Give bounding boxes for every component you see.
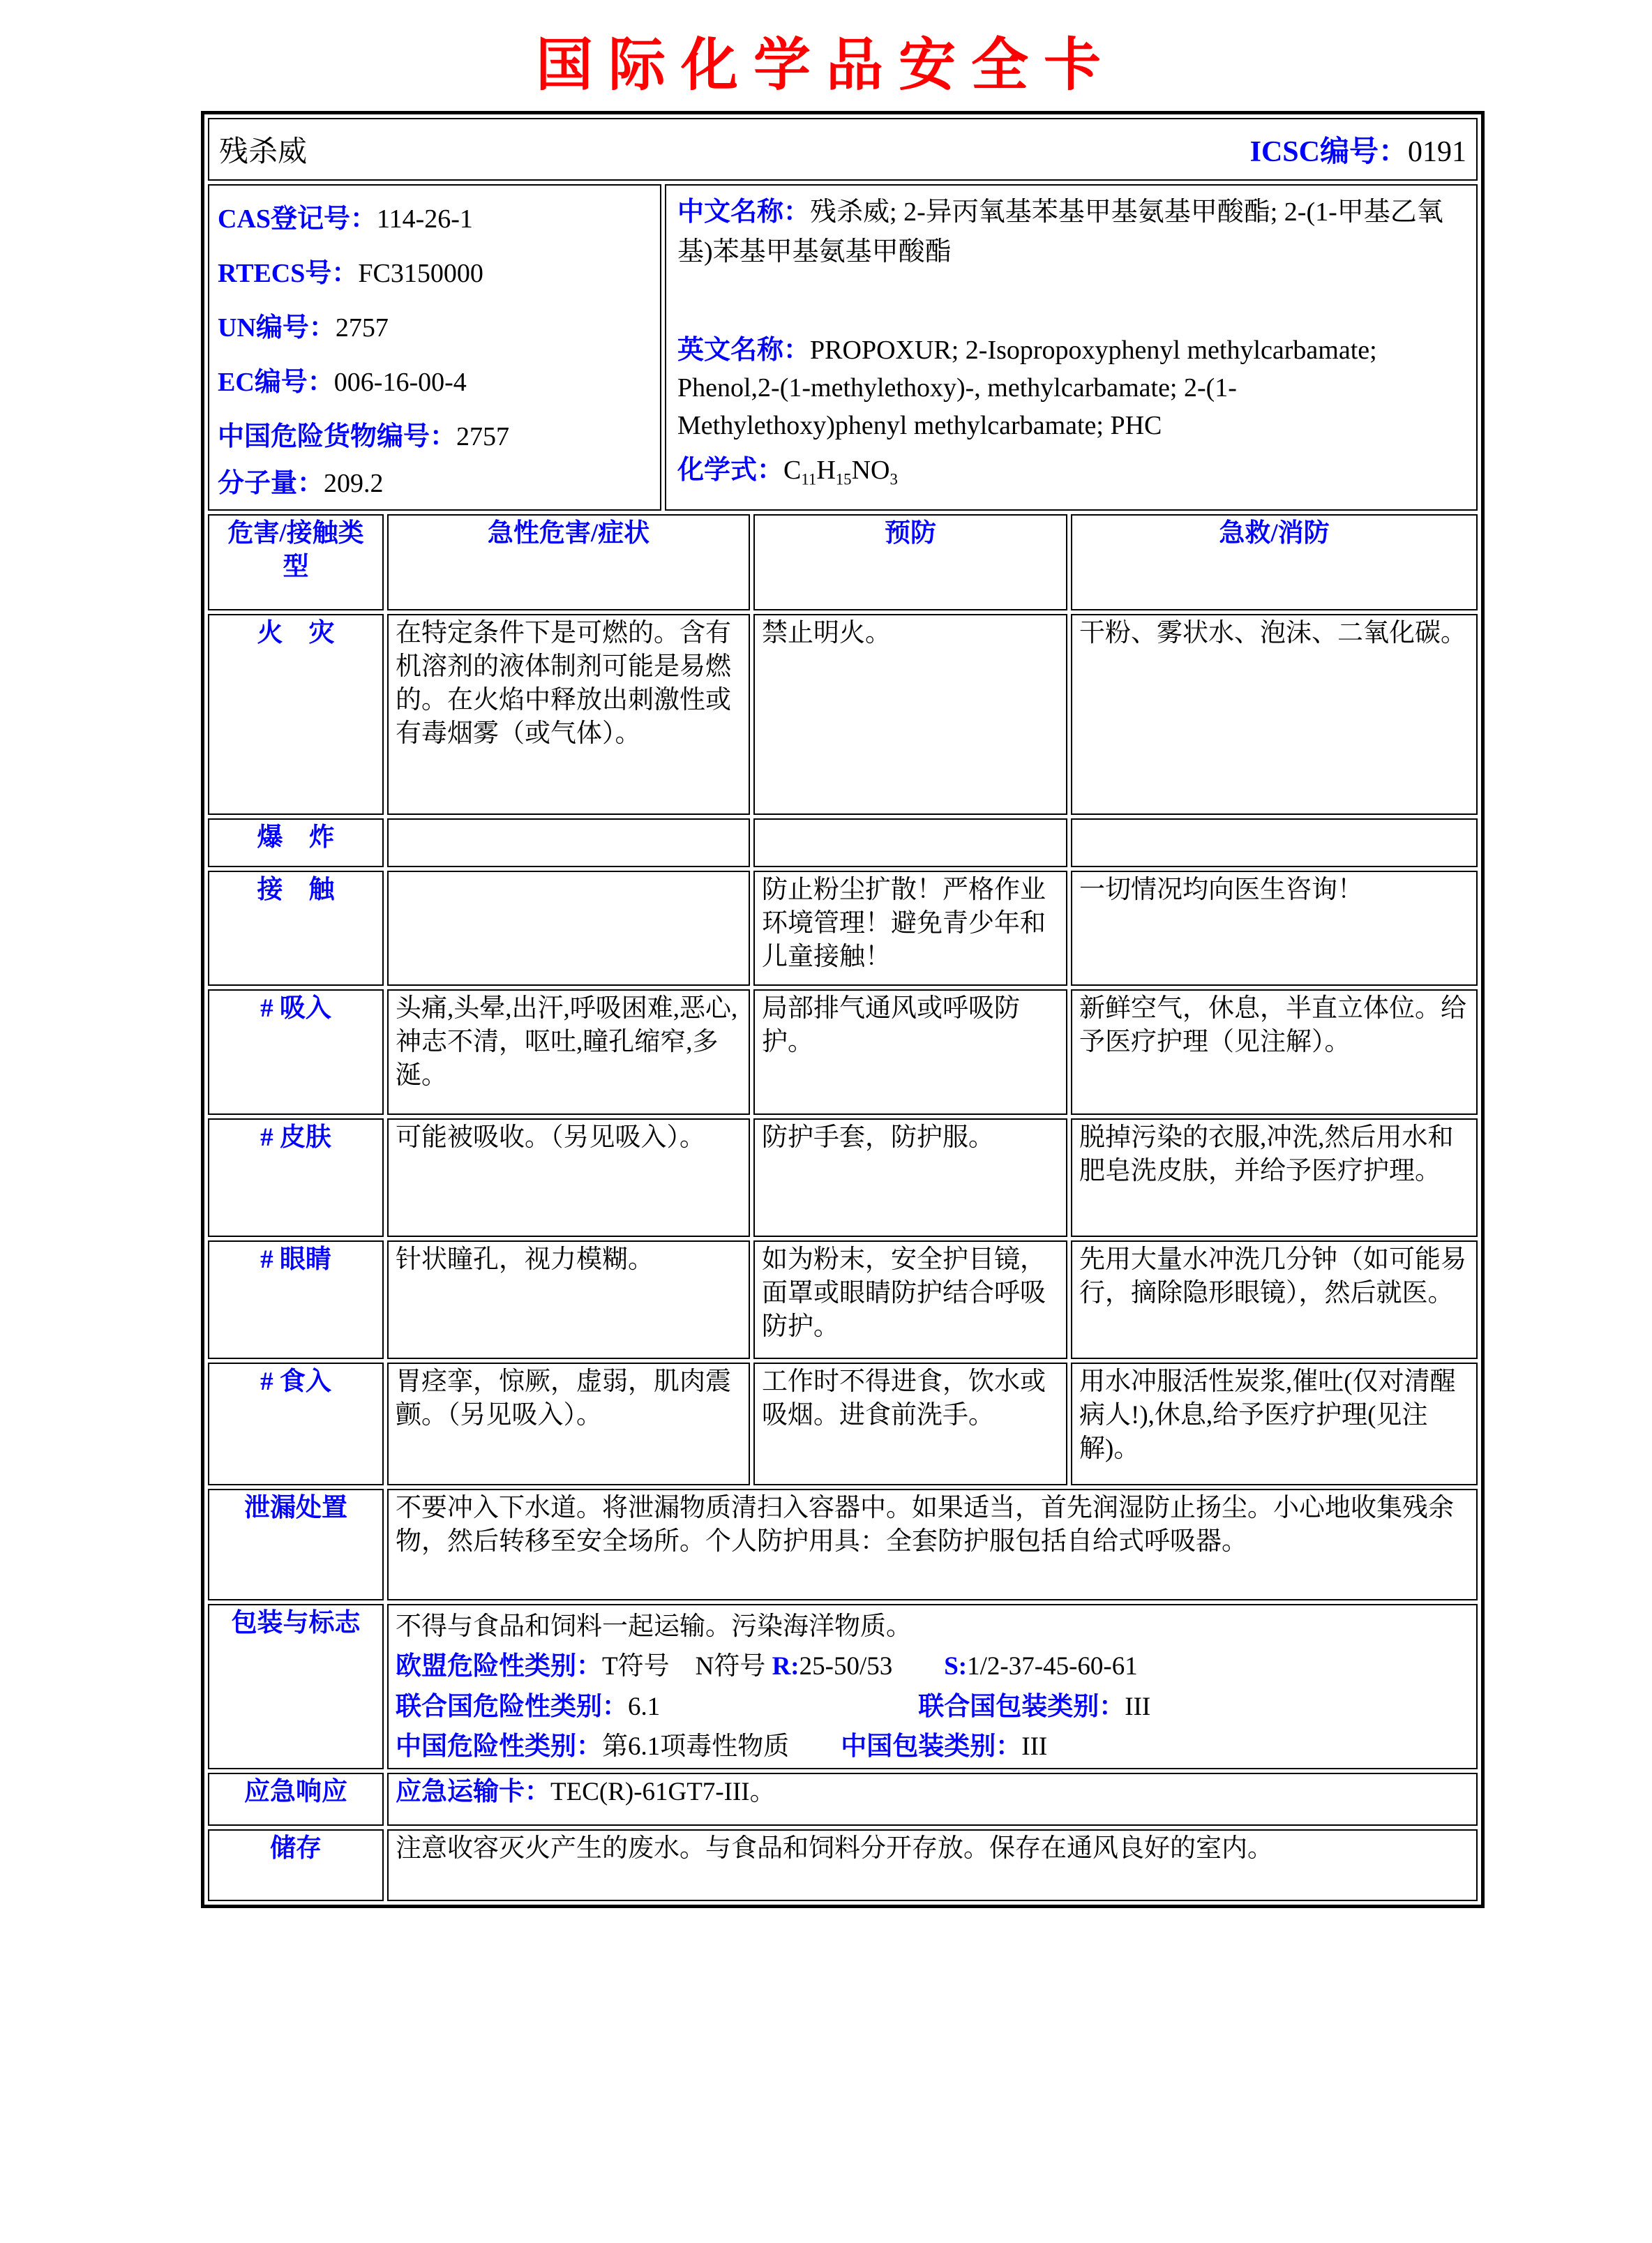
row-label-contact: 接 触 xyxy=(208,871,384,986)
contact-prevention-cell: 防止粉尘扩散！严格作业环境管理！避免青少年和儿童接触！ xyxy=(753,871,1067,986)
fire-prevention-cell: 禁止明火。 xyxy=(753,614,1067,815)
identifiers-block xyxy=(208,184,661,511)
row-label-packaging: 包装与标志 xyxy=(208,1604,384,1769)
chemical-formula: $C_{11}H_{15}NO_3$ xyxy=(783,455,898,488)
fire-row xyxy=(208,614,1478,815)
un-hazard-class-line: 联合国危险性类别：6.1 联合国包装类别：III xyxy=(396,1692,1151,1721)
row-label-skin: # 皮肤 xyxy=(208,1118,384,1237)
ingestion-prevention-cell: 工作时不得进食，饮水或吸烟。进食前洗手。 xyxy=(753,1363,1067,1485)
header-acute-symptoms: 急性危害/症状 xyxy=(387,514,750,610)
explosion-firstaid-cell xyxy=(1071,818,1478,867)
page-title: 国际化学品安全卡 xyxy=(535,33,1116,97)
row-label-ingestion: # 食入 xyxy=(208,1363,384,1485)
fire-firstaid-cell: 干粉、雾状水、泡沫、二氧化碳。 xyxy=(1071,614,1478,815)
contact-firstaid-cell: 一切情况均向医生咨询！ xyxy=(1071,871,1478,986)
icsc-card xyxy=(201,111,1485,1908)
eyes-row xyxy=(208,1240,1478,1359)
hazard-table xyxy=(204,511,1481,1905)
card-header-cell xyxy=(208,118,1478,181)
molecular-weight-line: 分子量：209.2 xyxy=(218,468,384,498)
inhalation-prevention-cell: 局部排气通风或呼吸防护。 xyxy=(753,989,1067,1115)
inhalation-row xyxy=(208,989,1478,1115)
inhalation-symptoms-cell: 头痛,头晕,出汗,呼吸困难,恶心,神志不清，呕吐,瞳孔缩窄,多涎。 xyxy=(387,989,750,1115)
emergency-response-row xyxy=(208,1773,1478,1826)
contact-row xyxy=(208,871,1478,986)
fire-symptoms-cell: 在特定条件下是可燃的。含有机溶剂的液体制剂可能是易燃的。在火焰中释放出刺激性或有毒烟雾（或气体）。 xyxy=(387,614,750,815)
china-dg-number-line: 中国危险货物编号：2757 xyxy=(218,421,510,451)
packaging-labelling-cell xyxy=(387,1604,1478,1769)
explosion-row xyxy=(208,818,1478,867)
skin-row xyxy=(208,1118,1478,1237)
row-label-fire: 火 灾 xyxy=(208,614,384,815)
explosion-prevention-cell xyxy=(753,818,1067,867)
names-block xyxy=(665,184,1478,511)
un-number-line: UN编号：2757 xyxy=(218,313,389,343)
ec-number-line: EC编号：006-16-00-4 xyxy=(218,367,467,397)
header-hazard-type: 危害/接触类型 xyxy=(208,514,384,610)
skin-prevention-cell: 防护手套，防护服。 xyxy=(753,1118,1067,1237)
eyes-symptoms-cell: 针状瞳孔，视力模糊。 xyxy=(387,1240,750,1359)
emergency-response-cell: 应急运输卡：TEC(R)-61GT7-III。 xyxy=(387,1773,1478,1826)
skin-symptoms-cell: 可能被吸收。（另见吸入）。 xyxy=(387,1118,750,1237)
english-name-paragraph: 英文名称：PROPOXUR; 2-Isopropoxyphenyl methylcarbamate; Phenol,2-(1-methylethoxy)-, methylcarbamate; 2-(1-Methylethoxy)phenyl methylcarbamate; PHC xyxy=(677,336,1377,440)
explosion-symptoms-cell xyxy=(387,818,750,867)
chemical-name: 残杀威 xyxy=(219,136,308,168)
header-firstaid-fire: 急救/消防 xyxy=(1071,514,1478,610)
packaging-labelling-row xyxy=(208,1604,1478,1769)
cas-number-line: CAS登记号：114-26-1 xyxy=(218,204,473,234)
rtecs-number-line: RTECS号：FC3150000 xyxy=(218,258,483,288)
eyes-prevention-cell: 如为粉末，安全护目镜，面罩或眼睛防护结合呼吸防护。 xyxy=(753,1240,1067,1359)
info-row xyxy=(208,184,1478,511)
row-label-emergency: 应急响应 xyxy=(208,1773,384,1826)
storage-row xyxy=(208,1829,1478,1901)
chinese-name-paragraph: 中文名称：残杀威; 2-异丙氧基苯基甲基氨基甲酸酯; 2-(1-甲基乙氧基)苯基甲基氨基甲酸酯 xyxy=(677,197,1443,267)
icsc-number-label: ICSC编号： xyxy=(1249,136,1408,168)
row-label-storage: 储存 xyxy=(208,1829,384,1901)
eu-hazard-class-line: 欧盟危险性类别：T符号 N符号 R:25-50/53 S:1/2-37-45-60-61 xyxy=(396,1652,1138,1681)
contact-symptoms-cell xyxy=(387,871,750,986)
ingestion-firstaid-cell: 用水冲服活性炭浆,催吐(仅对清醒病人!),休息,给予医疗护理(见注解)。 xyxy=(1071,1363,1478,1485)
header-prevention: 预防 xyxy=(753,514,1067,610)
eyes-firstaid-cell: 先用大量水冲洗几分钟（如可能易行，摘除隐形眼镜），然后就医。 xyxy=(1071,1240,1478,1359)
ingestion-symptoms-cell: 胃痉挛，惊厥，虚弱，肌肉震颤。（另见吸入）。 xyxy=(387,1363,750,1485)
ingestion-row xyxy=(208,1363,1478,1485)
spill-disposal-cell: 不要冲入下水道。将泄漏物质清扫入容器中。如果适当，首先润湿防止扬尘。小心地收集残余物，然后转移至安全场所。个人防护用具：全套防护服包括自给式呼吸器。 xyxy=(387,1489,1478,1600)
packaging-transport-line: 不得与食品和饲料一起运输。污染海洋物质。 xyxy=(396,1612,912,1641)
icsc-number-value: 0191 xyxy=(1408,136,1466,168)
hazard-header-row xyxy=(208,514,1478,610)
storage-cell: 注意收容灭火产生的废水。与食品和饲料分开存放。保存在通风良好的室内。 xyxy=(387,1829,1478,1901)
row-label-explosion: 爆 炸 xyxy=(208,818,384,867)
icsc-number xyxy=(1250,128,1466,170)
inhalation-firstaid-cell: 新鲜空气，休息，半直立体位。给予医疗护理（见注解）。 xyxy=(1071,989,1478,1115)
china-hazard-class-line: 中国危险性类别：第6.1项毒性物质 中国包装类别：III xyxy=(396,1732,1048,1762)
row-label-spill: 泄漏处置 xyxy=(208,1489,384,1600)
spill-disposal-row xyxy=(208,1489,1478,1600)
card-header-row xyxy=(208,118,1478,181)
row-label-eyes: # 眼睛 xyxy=(208,1240,384,1359)
chemical-formula-line: 化学式：$C_{11}H_{15}NO_3$ xyxy=(677,455,898,488)
skin-firstaid-cell: 脱掉污染的衣服,冲洗,然后用水和肥皂洗皮肤，并给予医疗护理。 xyxy=(1071,1118,1478,1237)
row-label-inhalation: # 吸入 xyxy=(208,989,384,1115)
